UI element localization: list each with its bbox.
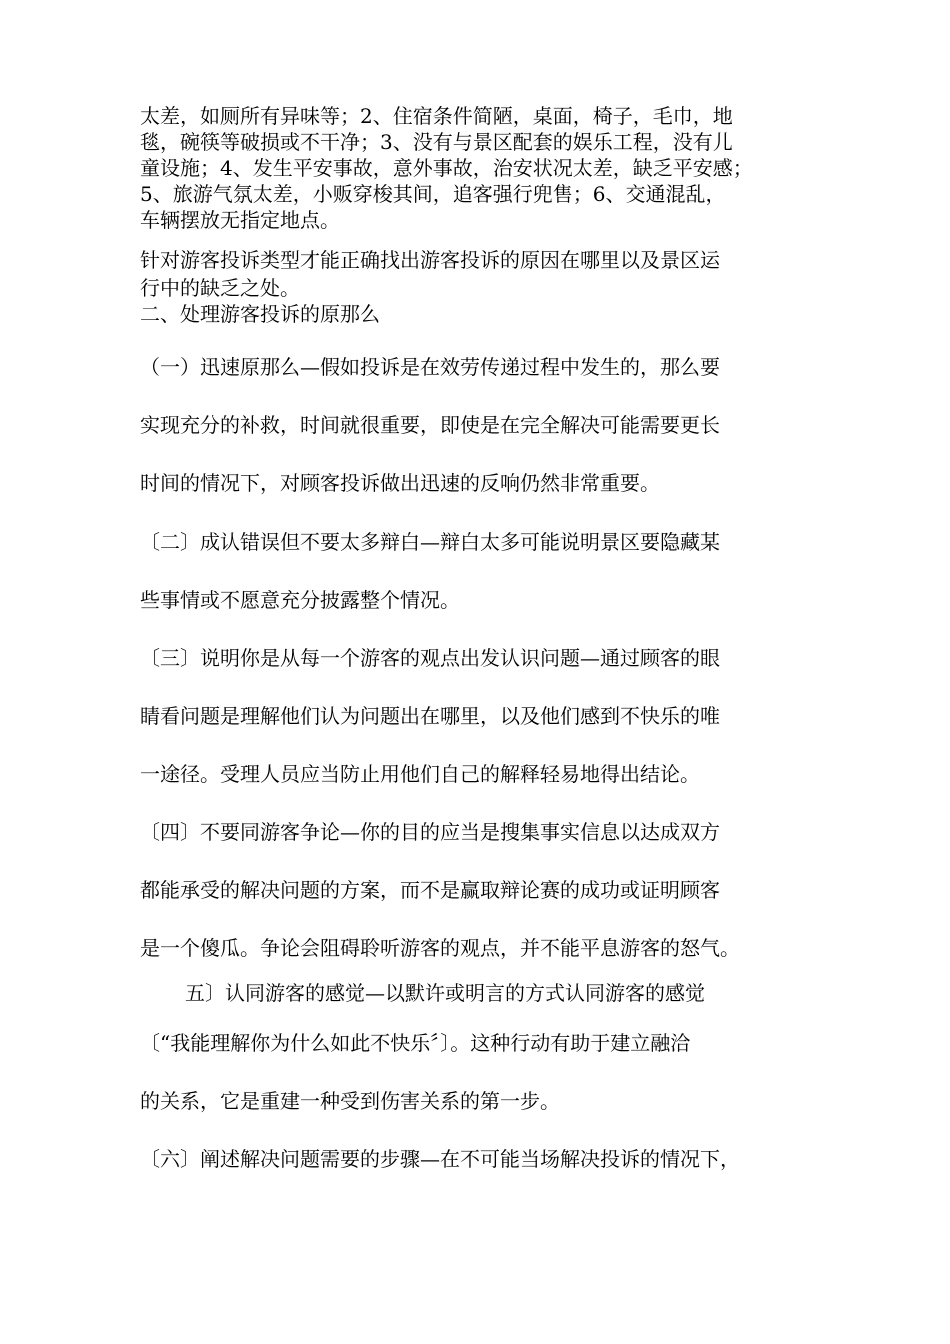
- text-line: 毯，碗筷等破损或不干净；3、没有与景区配套的娱乐工程，没有儿: [140, 130, 733, 154]
- text-line: 时间的情况下，对顾客投诉做出迅速的反响仍然非常重要。: [140, 471, 660, 495]
- section-heading: 二、处理游客投诉的原那么: [140, 302, 380, 326]
- text-line: 行中的缺乏之处。: [140, 276, 300, 300]
- text-line: 〔三〕说明你是从每一个游客的观点出发认识问题—通过顾客的眼: [140, 646, 720, 670]
- text-line: 都能承受的解决问题的方案，而不是赢取辩论赛的成功或证明顾客: [140, 878, 720, 902]
- text-line: 针对游客投诉类型才能正确找出游客投诉的原因在哪里以及景区运: [140, 248, 720, 272]
- text-line: 童设施；4、发生平安事故，意外事故，治安状况太差，缺乏平安感；: [140, 156, 753, 180]
- text-line: 一途径。受理人员应当防止用他们自己的解释轻易地得出结论。: [140, 762, 700, 786]
- text-line: 睛看问题是理解他们认为问题出在哪里，以及他们感到不快乐的唯: [140, 704, 720, 728]
- text-line: 的关系，它是重建一种受到伤害关系的第一步。: [140, 1089, 560, 1113]
- text-line: 五〕认同游客的感觉—以默许或明言的方式认同游客的感觉: [185, 981, 705, 1005]
- text-line: 〔四〕不要同游客争论—你的目的应当是搜集事实信息以达成双方: [140, 820, 720, 844]
- text-line: 是一个傻瓜。争论会阻碍聆听游客的观点，并不能平息游客的怒气。: [140, 936, 740, 960]
- text-line: 〔六〕阐述解决问题需要的步骤—在不可能当场解决投诉的情况下，: [140, 1147, 740, 1171]
- text-line: 〔二〕成认错误但不要太多辩白—辩白太多可能说明景区要隐藏某: [140, 530, 720, 554]
- text-line: 〔“我能理解你为什么如此不快乐〞〕。这种行动有助于建立融洽: [140, 1031, 691, 1055]
- text-line: 实现充分的补救，时间就很重要，即使是在完全解决可能需要更长: [140, 413, 720, 437]
- text-line: 太差，如厕所有异味等；2、住宿条件简陋，桌面，椅子，毛巾，地: [140, 104, 733, 128]
- text-line: （一）迅速原那么—假如投诉是在效劳传递过程中发生的，那么要: [140, 355, 720, 379]
- text-line: 车辆摆放无指定地点。: [140, 208, 340, 232]
- text-line: 5、旅游气氛太差，小贩穿梭其间，追客强行兜售；6、交通混乱，: [140, 182, 726, 206]
- text-line: 些事情或不愿意充分披露整个情况。: [140, 588, 460, 612]
